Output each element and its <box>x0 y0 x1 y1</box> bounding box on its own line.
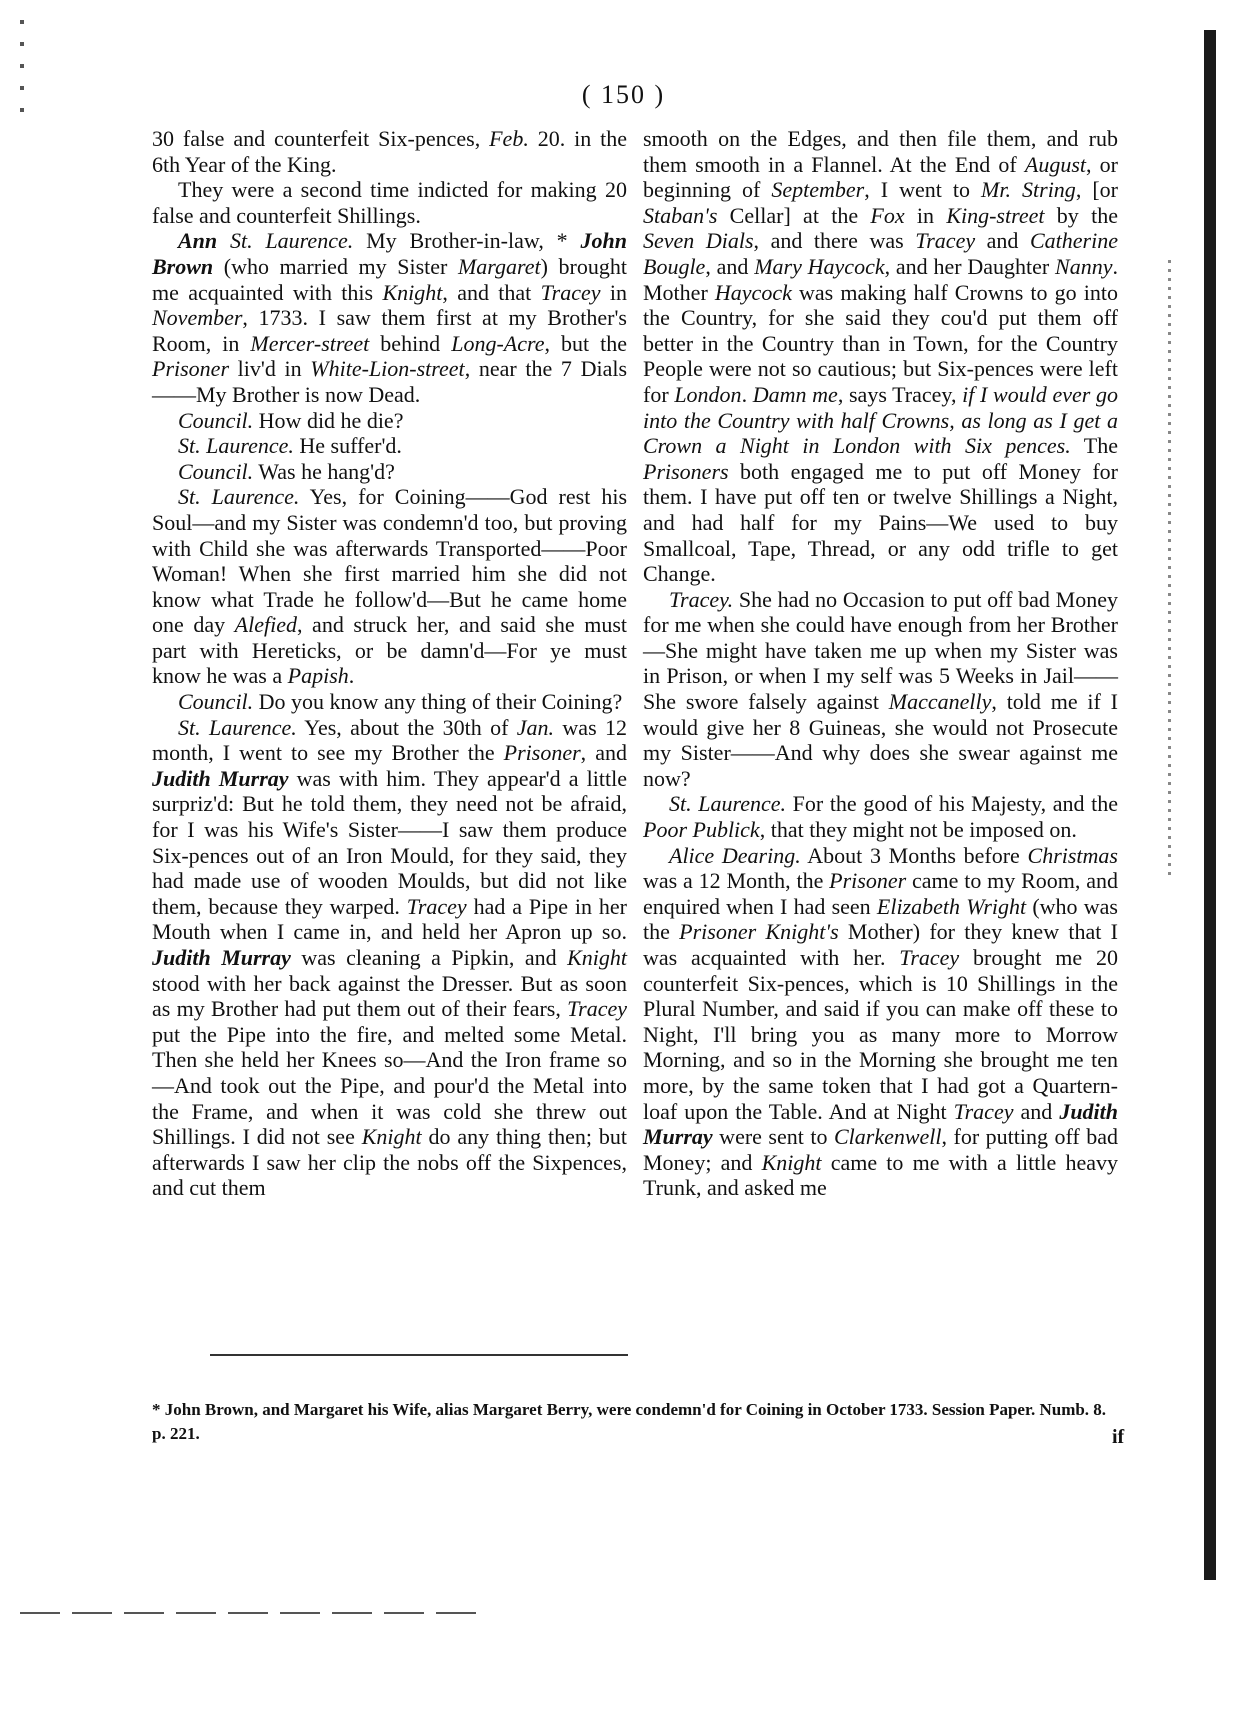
text-run: Knight <box>382 279 443 305</box>
text-run: Yes, about the 30th of <box>296 714 517 740</box>
text-run: Poor Publick <box>643 817 760 843</box>
page-number: ( 150 ) <box>581 80 666 109</box>
text-run: St. Laurence. <box>178 714 297 740</box>
paragraph <box>152 715 627 1201</box>
text-run: Do you know any thing of their Coining? <box>253 689 623 715</box>
text-run: John Brown <box>152 228 627 279</box>
text-run: King-street <box>946 202 1045 228</box>
text-run: Tracey <box>406 893 467 919</box>
text-run: For the good of his Majesty, and the <box>786 791 1119 817</box>
paragraph <box>643 126 1118 587</box>
paragraph <box>643 587 1118 792</box>
text-run: Long-Acre <box>451 330 545 356</box>
text-run: (who was the <box>643 893 1118 945</box>
paragraph <box>152 459 627 485</box>
text-run: Mr. String <box>981 177 1076 203</box>
paragraph <box>152 408 627 434</box>
text-run: Tracey <box>899 945 960 970</box>
catchword: if <box>1112 1426 1125 1448</box>
text-run: Judith Murray <box>152 945 291 970</box>
paragraph <box>152 484 627 689</box>
text-run: They were a second time indicted for making 20 false and counterfeit Shillings. <box>152 177 627 228</box>
text-run: , and her Daughter <box>884 253 1056 279</box>
bottom-scan-marks <box>20 1612 480 1614</box>
text-run: Prisoners <box>643 458 729 484</box>
text-run: brought me 20 counterfeit Six-pences, which is 10 Shillings in the Plural Number, and said if you can make off these to Night, I'll bring you as many more to Morrow Morning, and so in the Morning she brought me ten more, by the same token that I had got a Quartern-loaf upon the Table. And at Night <box>643 945 1118 1124</box>
text-run: , and <box>705 253 755 279</box>
left-column <box>152 126 627 1201</box>
text-run: Prisoner <box>829 868 907 894</box>
right-column <box>643 126 1118 1201</box>
text-run: He suffer'd. <box>293 433 402 459</box>
paragraph <box>152 177 627 228</box>
text-run: Christmas <box>1027 842 1118 868</box>
text-run: November <box>152 305 243 331</box>
text-run: , 1733. I saw them first at my Brother's Room, in <box>152 305 627 356</box>
text-run: Prisoner <box>503 740 581 766</box>
text-run: Margaret <box>457 253 541 279</box>
paragraph <box>152 689 627 715</box>
text-run: Council. <box>178 407 254 433</box>
text-run: and <box>975 228 1030 254</box>
text-run: Elizabeth Wright <box>876 893 1027 919</box>
text-underline <box>210 1354 628 1356</box>
text-run: Prisoner Knight's <box>679 919 839 945</box>
text-run: My Brother-in-law, * <box>353 228 581 254</box>
text-run: Tracey <box>915 228 976 254</box>
text-run: was cleaning a Pipkin, and <box>290 945 568 970</box>
text-run: by the <box>1044 202 1118 228</box>
text-run: ) brought me acquainted with this <box>152 253 627 305</box>
text-run: 30 false and counterfeit Six-pences, <box>152 126 490 151</box>
text-run: , near the 7 Dials——My Brother is now Dead. <box>152 356 628 407</box>
paragraph <box>643 791 1118 842</box>
text-run: St. Laurence. <box>178 433 294 459</box>
text-run: Knight <box>761 1149 822 1175</box>
text-run: St. Laurence. <box>178 484 300 510</box>
text-run: September <box>771 177 865 203</box>
text-run: was 12 month, I went to see my Brother the <box>152 714 627 766</box>
paragraph <box>643 843 1118 1201</box>
text-run: Cellar] at the <box>717 202 871 228</box>
text-run: was with him. They appear'd a little surpriz'd: But he told them, they need not be afraid, for I was his Wife's Sister——I saw them produce Six-pences out of an Iron Mould, for they said, they had made use of wooden Moulds, but did not like them, because they warped. <box>152 765 627 919</box>
text-run: Council. <box>178 689 254 715</box>
text-run: St. Laurence. <box>669 791 787 817</box>
text-run: Staban's <box>643 202 718 228</box>
paragraph <box>152 228 627 407</box>
text-run: was a 12 Month, the <box>643 868 830 894</box>
text-run: do any thing then; but afterwards I saw her clip the nobs off the Sixpences, and cut them <box>152 1124 628 1201</box>
text-run: if I would ever go into the Country with half Crowns, as long as I get a Crown a Night in London with Six pences. <box>643 381 1118 459</box>
text-run: Haycock <box>714 279 792 305</box>
text-run: came to my Room, and enquired when I had seen <box>643 868 1118 919</box>
text-run: Judith Murray <box>152 765 289 791</box>
text-run: White-Lion-street <box>310 356 465 382</box>
text-run: , told me if I would give her 8 Guineas, she would not Prosecute my Sister——And why does she swear against me now? <box>643 689 1118 791</box>
text-run: Nanny <box>1055 253 1113 279</box>
text-run: , says Tracey, <box>837 381 963 407</box>
text-run: The <box>1070 433 1118 459</box>
text-run: Ann <box>178 228 218 254</box>
text-run: London <box>674 381 742 407</box>
text-run: put the Pipe into the fire, and melted some Metal. Then she held her Knees so—And the Iron frame so—And took out the Pipe, and pour'd the Metal into the Frame, and when it was cold she threw out Shillings. I did not see <box>152 1021 627 1150</box>
text-run: . <box>348 663 355 689</box>
text-run: came to me with a little heavy Trunk, and asked me <box>643 1149 1118 1201</box>
text-run: in <box>600 279 627 305</box>
text-run: , or beginning of <box>643 151 1119 203</box>
footnote: * John Brown, and Margaret his Wife, alias Margaret Berry, were condemn'd for Coining in October 1733. Session Paper. Numb. 8. p. 221. <box>152 1400 1107 1443</box>
text-run: and <box>1013 1098 1060 1124</box>
text-run: Tracey <box>567 996 627 1022</box>
text-run: Seven Dials <box>643 228 754 254</box>
text-run: . <box>741 381 753 407</box>
paragraph <box>152 126 627 177</box>
text-run: Jan. <box>516 714 555 740</box>
text-run: smooth on the Edges, and then file them, and rub them smooth in a Flannel. At the End of <box>643 126 1118 177</box>
text-run: stood with her back against the Dresser. But as soon as my Brother had put them out of their fears, <box>152 970 627 1022</box>
text-run: had a Pipe in her Mouth when I came in, and held her Apron up so. <box>152 893 627 945</box>
binding-dots <box>1168 260 1171 880</box>
text-run: in <box>904 202 947 228</box>
text-run: Knight <box>361 1124 422 1150</box>
text-run: St. Laurence. <box>217 228 354 254</box>
text-run: Mary Haycock <box>754 253 885 279</box>
margin-marks <box>20 20 24 130</box>
text-run: Papish <box>287 663 349 689</box>
text-run: Mother) for they knew that I was acquainted with her. <box>643 919 1118 970</box>
text-run: Judith Murray <box>643 1098 1119 1150</box>
text-run: Clarkenwell <box>833 1124 942 1150</box>
text-run: Feb. <box>489 126 529 151</box>
text-run: , and struck her, and said she must part with Hereticks, or be damn'd—For ye must know he was a <box>152 612 628 689</box>
text-run: , and there was <box>753 228 916 254</box>
text-run: Tracey <box>540 279 601 305</box>
text-run: Knight <box>567 945 627 970</box>
text-run: Damn me <box>752 381 838 407</box>
paragraph <box>152 433 627 459</box>
text-run: Maccanelly <box>888 689 992 715</box>
text-run: Alefied <box>234 612 297 638</box>
text-run: Fox <box>870 202 905 228</box>
text-run: August <box>1024 151 1087 177</box>
text-run: (who married my Sister <box>213 253 458 279</box>
text-run: Prisoner <box>152 356 229 382</box>
text-run: was making half Crowns to go into the Country, for she said they cou'd put them off better in the Country than in Town, for the Country People were not so cautious; but Six-pences were left for <box>643 279 1118 407</box>
text-run: How did he die? <box>253 407 404 433</box>
text-run: Tracey. <box>669 586 734 612</box>
text-run: liv'd in <box>229 356 311 382</box>
text-run: 20. in the 6th Year of the King. <box>152 126 627 177</box>
text-run: , I went to <box>864 177 982 203</box>
text-run: behind <box>369 330 452 356</box>
text-run: , [or <box>1075 177 1118 203</box>
text-run: , for putting off bad Money; and <box>643 1124 1119 1175</box>
text-run: Mercer-street <box>250 330 370 356</box>
text-run: Tracey <box>953 1098 1014 1124</box>
text-run: Catherine Bougle <box>643 228 1118 279</box>
text-run: , that they might not be imposed on. <box>759 817 1077 843</box>
text-run: About 3 Months before <box>800 842 1028 868</box>
text-run: Alice Dearing. <box>669 842 801 868</box>
text-run: Was he hang'd? <box>253 458 395 484</box>
binding-edge <box>1204 30 1216 1580</box>
text-run: She had no Occasion to put off bad Money for me when she could have enough from her Brother—She might have taken me up when my Sister was in Prison, or when I my self was 5 Weeks in Jail——She swore falsely against <box>643 586 1118 715</box>
text-run: Council. <box>178 458 254 484</box>
text-run: were sent to <box>712 1124 834 1150</box>
text-run: , and <box>580 740 627 766</box>
text-run: Yes, for Coining——God rest his Soul—and my Sister was condemn'd too, but proving with Child she was afterwards Transported——Poor Woman! When she first married him she did not know what Trade he follow'd—But he came home one day <box>152 484 628 638</box>
text-run: , but the <box>544 330 627 356</box>
text-run: , and that <box>442 279 541 305</box>
text-run: both engaged me to put off Money for them. I have put off ten or twelve Shillings a Night, and had half for my Pains—We used to buy Smallcoal, Tape, Thread, or any odd trifle to get Change. <box>643 458 1118 587</box>
text-run: . Mother <box>643 253 1118 305</box>
